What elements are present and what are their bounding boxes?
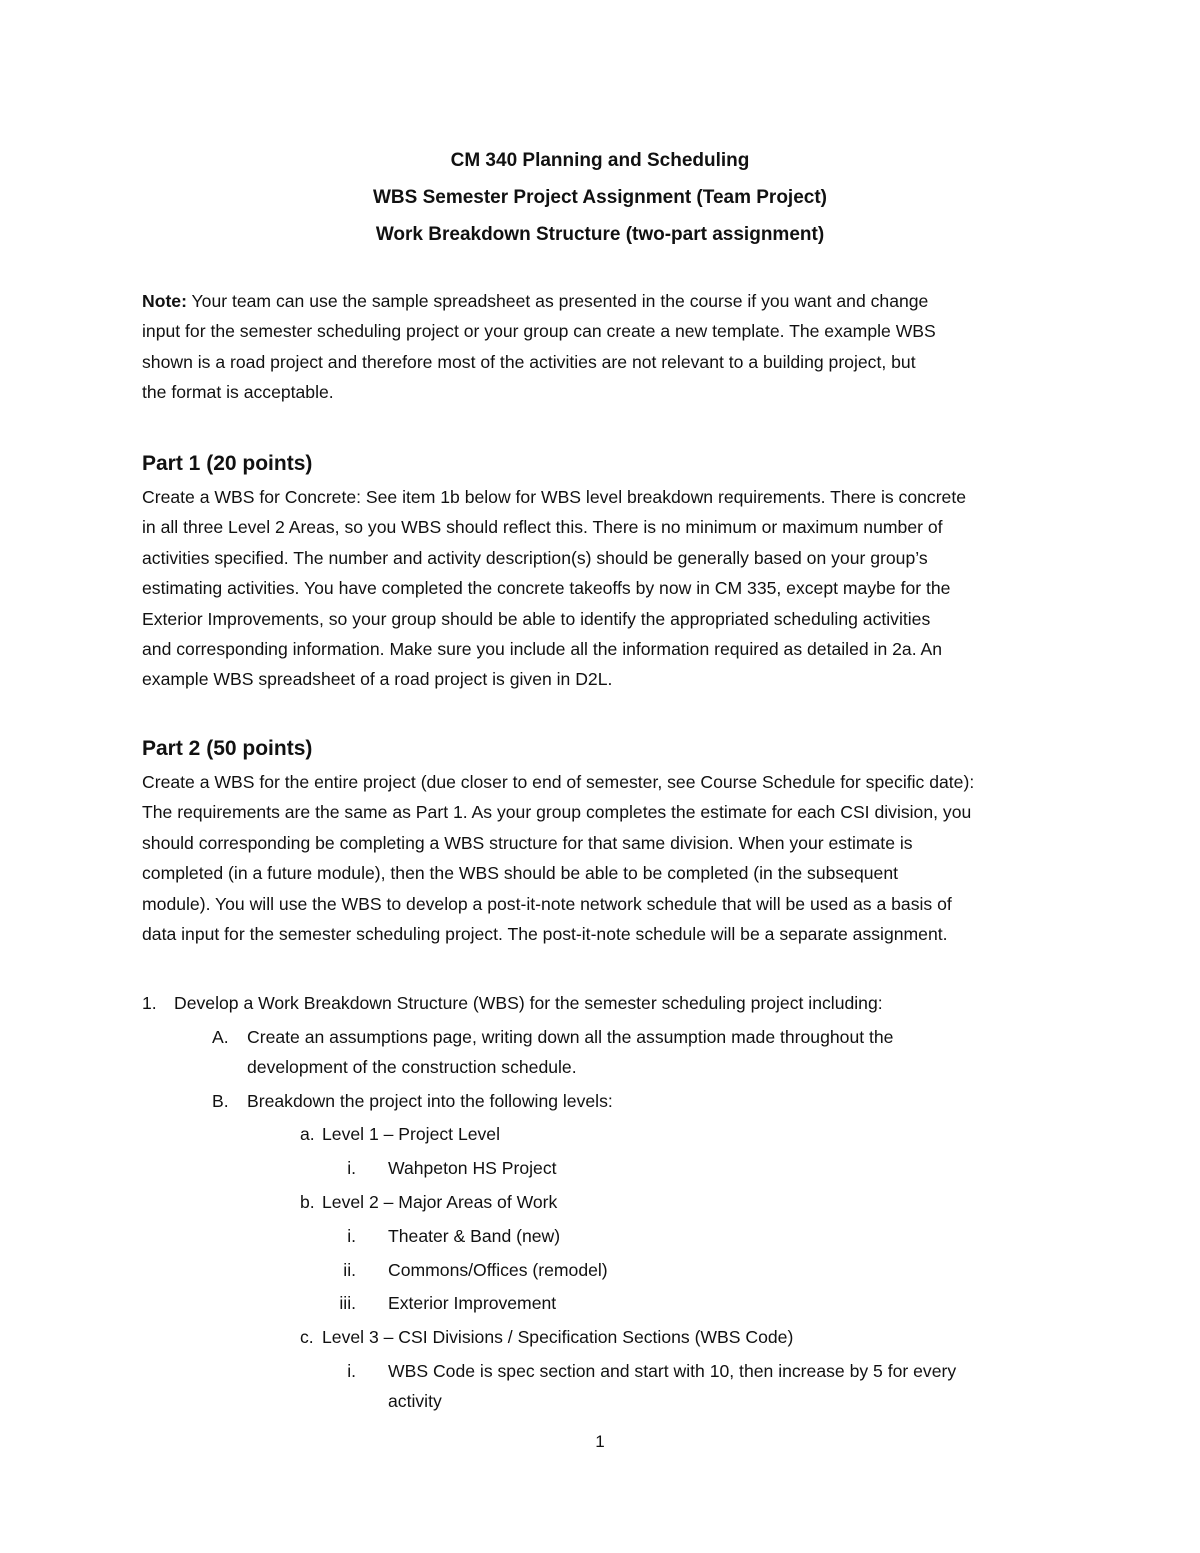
title-block (0, 142, 1200, 253)
note-paragraph (142, 286, 1062, 408)
part1-line: and corresponding information. Make sure you include all the information required as detailed in 2a. An (142, 639, 943, 660)
note-line: input for the semester scheduling project or your group can create a new template. The example WBS (142, 321, 936, 342)
part1-line: in all three Level 2 Areas, so you WBS should reflect this. There is no minimum or maximum number of (142, 517, 943, 538)
part2-line: Create a WBS for the entire project (due closer to end of semester, see Course Schedule for specific date): (142, 772, 975, 792)
part1-heading: Part 1 (20 points) (142, 452, 313, 475)
part2-paragraph (142, 767, 1062, 949)
part1-line: Exterior Improvements, so your group should be able to identify the appropriated scheduling activities (142, 608, 931, 629)
part1-line: activities specified. The number and activity description(s) should be generally based on your group’s (142, 547, 928, 568)
part2-line: should corresponding be completing a WBS structure for that same division. When your estimate is (142, 832, 913, 853)
page-number: 1 (595, 1432, 605, 1451)
course-title: CM 340 Planning and Scheduling (450, 150, 750, 171)
part1-paragraph (142, 482, 1062, 695)
part1-line: Create a WBS for Concrete: See item 1b below for WBS level breakdown requirements. There is concrete (142, 487, 967, 507)
part1-line: estimating activities. You have completed the concrete takeoffs by now in CM 335, except maybe for the (142, 578, 951, 599)
note-label: Note: (142, 291, 187, 311)
assignment-subtitle: Work Breakdown Structure (two-part assignment) (375, 224, 825, 245)
part2-line: module). You will use the WBS to develop a post-it-note network schedule that will be used as a basis of (142, 893, 952, 914)
part2-heading: Part 2 (50 points) (142, 737, 313, 760)
note-line: shown is a road project and therefore most of the activities are not relevant to a building project, but (142, 351, 916, 372)
note-line: Note: Your team can use the sample spreadsheet as presented in the course if you want and change (142, 291, 929, 311)
part1-line: example WBS spreadsheet of a road project is given in D2L. (142, 669, 613, 690)
assignment-title: WBS Semester Project Assignment (Team Project) (372, 187, 827, 208)
part2-line: completed (in a future module), then the WBS should be able to be completed (in the subsequent (142, 863, 899, 884)
document-page: CM 340 Planning and Scheduling WBS Semester Project Assignment (Team Project) Work Breakdown Structure (two-part assignment) Note: Your team can use the sample spreadsheet as presented in the course if you want and change input for the semester scheduling project or your group can create a new template. The example WBS shown is a road project and therefore most of the activities are not relevant to a building project, but the format is acceptable. Part 1 (20 points) Create a WBS for Concrete: See item 1b below for WBS level breakdown requirements. There is concrete in all three Level 2 Areas, so you WBS should reflect this. There is no minimum or maximum number of activities specified. The number and activity description(s) should be generally based on your group’s estimating activities. You have completed the concrete takeoffs by now in CM 335, except maybe for the Exterior Improvements, so your group should be able to identify the appropriated scheduling activities and corresponding information. Make sure you include all the information required as detailed in 2a. An example WBS spreadsheet of a road project is given in D2L. Part 2 (50 points) Create a WBS for the entire project (due closer to end of semester, see Course Schedule for specific date): The requirements are the same as Part 1. As your group completes the estimate for each CSI division, you should corresponding be completing a WBS structure for that same division. When your estimate is completed (in a future module), then the WBS should be able to be completed (in the subsequent module). You will use the WBS to develop a post-it-note network schedule that will be used as a basis of data input for the semester scheduling project. The post-it-note schedule will be a separate assignment. 1. Develop a Work Breakdown Structure (WBS) for the semester scheduling project including: A. Create an assumptions page, writing down all the assumption made throughout the development of the construction schedule. B. Breakdown the project into the following levels: a. Level 1 – Project Level i. Wahpeton HS Project b. Level 2 – Major Areas of Work i. Theater & Band (new) ii. Commons/Offices (remodel) iii. Exterior Improvement c. Level 3 – CSI Divisions / Specification Sections (WBS Code) i. WBS Code is spec section and start with 10, then increase by 5 for every activity 1 (0, 0, 1200, 1553)
part2-line: data input for the semester scheduling project. The post-it-note schedule will be a separate assignment. (142, 924, 948, 945)
part2-line: The requirements are the same as Part 1. As your group completes the estimate for each CSI division, you (142, 802, 972, 823)
note-line: the format is acceptable. (142, 382, 334, 403)
